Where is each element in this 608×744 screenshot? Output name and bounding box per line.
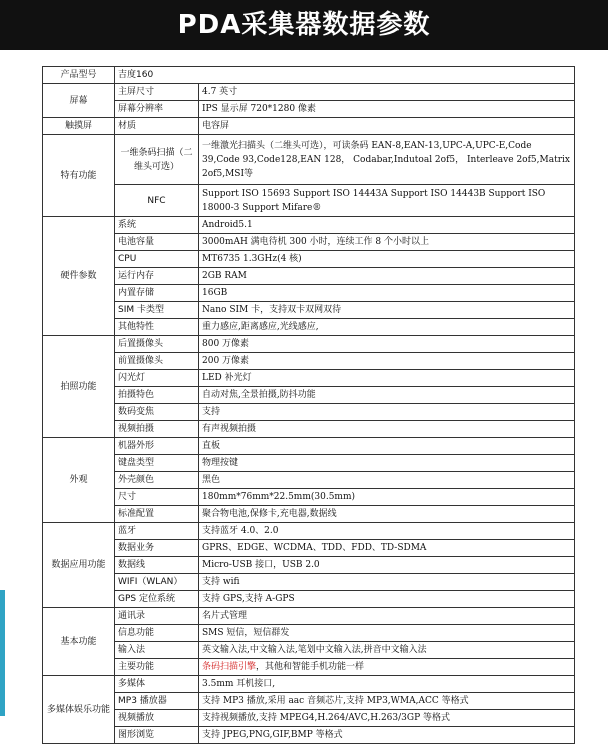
table-row (43, 676, 575, 693)
model-value: 吉度160 (115, 67, 575, 84)
spec-value: 自动对焦,全景拍摄,防抖功能 (199, 387, 575, 404)
spec-value (199, 659, 575, 676)
spec-label: 图形浏览 (115, 727, 199, 744)
table-row (43, 574, 575, 591)
category-cell: 拍照功能 (43, 336, 115, 438)
spec-label: 数据线 (115, 557, 199, 574)
table-row (43, 234, 575, 251)
spec-value: 支持 wifi (199, 574, 575, 591)
spec-value: GPRS、EDGE、WCDMA、TDD、FDD、TD-SDMA (199, 540, 575, 557)
spec-label: 蓝牙 (115, 523, 199, 540)
category-cell: 硬件参数 (43, 217, 115, 336)
spec-value: 重力感应,距离感应,光线感应, (199, 319, 575, 336)
table-row (43, 727, 575, 744)
spec-label: 拍摄特色 (115, 387, 199, 404)
spec-label: 系统 (115, 217, 199, 234)
table-row (43, 506, 575, 523)
spec-label: 前置摄像头 (115, 353, 199, 370)
table-row (43, 455, 575, 472)
table-row (43, 591, 575, 608)
category-cell: 基本功能 (43, 608, 115, 676)
spec-label: 信息功能 (115, 625, 199, 642)
category-cell: 特有功能 (43, 135, 115, 217)
spec-label: 数码变焦 (115, 404, 199, 421)
table-row (43, 472, 575, 489)
spec-value: MT6735 1.3GHz(4 核) (199, 251, 575, 268)
spec-value: 800 万像素 (199, 336, 575, 353)
spec-value: Nano SIM 卡，支持双卡双网双待 (199, 302, 575, 319)
table-row (43, 642, 575, 659)
left-accent-bar (0, 590, 5, 716)
table-row (43, 557, 575, 574)
spec-label: 尺寸 (115, 489, 199, 506)
spec-label: 数据业务 (115, 540, 199, 557)
spec-label: 闪光灯 (115, 370, 199, 387)
spec-label: 输入法 (115, 642, 199, 659)
spec-value: 名片式管理 (199, 608, 575, 625)
category-cell: 外观 (43, 438, 115, 523)
spec-value: Micro-USB 接口，USB 2.0 (199, 557, 575, 574)
spec-label: 一维条码扫描（二维头可选） (115, 135, 199, 185)
table-row (43, 302, 575, 319)
spec-value: 支持 JPEG,PNG,GIF,BMP 等格式 (199, 727, 575, 744)
table-row (43, 118, 575, 135)
table-row (43, 84, 575, 101)
spec-value-rest: ，其他和智能手机功能一样 (256, 662, 365, 672)
spec-value: 聚合物电池,保修卡,充电器,数据线 (199, 506, 575, 523)
spec-value: 电容屏 (199, 118, 575, 135)
spec-value: 黑色 (199, 472, 575, 489)
spec-label: 其他特性 (115, 319, 199, 336)
spec-value: 支持 GPS,支持 A-GPS (199, 591, 575, 608)
table-row (43, 659, 575, 676)
table-row (43, 336, 575, 353)
spec-label: 机器外形 (115, 438, 199, 455)
spec-value: IPS 显示屏 720*1280 像素 (199, 101, 575, 118)
spec-label: 键盘类型 (115, 455, 199, 472)
spec-label: 主屏尺寸 (115, 84, 199, 101)
spec-label: 运行内存 (115, 268, 199, 285)
spec-label: 材质 (115, 118, 199, 135)
spec-value: 支持蓝牙 4.0、2.0 (199, 523, 575, 540)
spec-value: 一维激光扫描头（二维头可选），可读条码 EAN-8,EAN-13,UPC-A,UPC-E,Code 39,Code 93,Code128,EAN 128， Codabar,Indutoal 2of5， Interleave 2of5,Matrix 2of5,MSI等 (199, 135, 575, 185)
table-row (43, 353, 575, 370)
table-row (43, 285, 575, 302)
spec-value: 支持 MP3 播放,采用 aac 音频芯片,支持 MP3,WMA,ACC 等格式 (199, 693, 575, 710)
spec-label: 标准配置 (115, 506, 199, 523)
spec-value: 有声视频拍摄 (199, 421, 575, 438)
spec-label: 主要功能 (115, 659, 199, 676)
spec-value: Support ISO 15693 Support ISO 14443A Support ISO 14443B Support ISO 18000-3 Support Mifare® (199, 185, 575, 217)
table-row (43, 101, 575, 118)
spec-label: MP3 播放器 (115, 693, 199, 710)
spec-label: NFC (115, 185, 199, 217)
table-row (43, 421, 575, 438)
category-cell: 触摸屏 (43, 118, 115, 135)
table-row (43, 625, 575, 642)
table-row (43, 370, 575, 387)
spec-label: GPS 定位系统 (115, 591, 199, 608)
table-row (43, 489, 575, 506)
spec-label: 内置存储 (115, 285, 199, 302)
spec-label: 外壳颜色 (115, 472, 199, 489)
spec-value: 4.7 英寸 (199, 84, 575, 101)
spec-label: 电池容量 (115, 234, 199, 251)
spec-value: 直板 (199, 438, 575, 455)
spec-table (42, 66, 575, 744)
spec-value: 支持视频播放,支持 MPEG4,H.264/AVC,H.263/3GP 等格式 (199, 710, 575, 727)
spec-label: 后置摄像头 (115, 336, 199, 353)
spec-value: 200 万像素 (199, 353, 575, 370)
spec-value: 180mm*76mm*22.5mm(30.5mm) (199, 489, 575, 506)
spec-label: 通讯录 (115, 608, 199, 625)
spec-label: 视频播放 (115, 710, 199, 727)
table-row (43, 319, 575, 336)
spec-value: Android5.1 (199, 217, 575, 234)
page-title: PDA采集器数据参数 (0, 0, 608, 50)
spec-value: 16GB (199, 285, 575, 302)
table-row (43, 540, 575, 557)
category-cell: 多媒体娱乐功能 (43, 676, 115, 744)
spec-label: CPU (115, 251, 199, 268)
category-cell: 数据应用功能 (43, 523, 115, 608)
spec-label: WIFI（WLAN） (115, 574, 199, 591)
table-row (43, 135, 575, 185)
spec-label: SIM 卡类型 (115, 302, 199, 319)
table-row (43, 710, 575, 727)
spec-table-container (42, 66, 574, 744)
table-row (43, 217, 575, 234)
table-row (43, 404, 575, 421)
table-row (43, 387, 575, 404)
spec-label: 屏幕分辨率 (115, 101, 199, 118)
spec-value: 2GB RAM (199, 268, 575, 285)
highlight-text: 条码扫描引擎 (202, 662, 257, 672)
table-row (43, 438, 575, 455)
spec-label: 多媒体 (115, 676, 199, 693)
spec-value: 英文输入法,中文输入法,笔划中文输入法,拼音中文输入法 (199, 642, 575, 659)
table-row (43, 693, 575, 710)
spec-value: 支持 (199, 404, 575, 421)
spec-value: 物理按键 (199, 455, 575, 472)
table-row (43, 251, 575, 268)
spec-label: 视频拍摄 (115, 421, 199, 438)
spec-value: 3.5mm 耳机接口, (199, 676, 575, 693)
table-row (43, 67, 575, 84)
spec-value: LED 补光灯 (199, 370, 575, 387)
table-row (43, 523, 575, 540)
spec-value: 3000mAH 满电待机 300 小时，连续工作 8 个小时以上 (199, 234, 575, 251)
table-row (43, 608, 575, 625)
category-cell: 产品型号 (43, 67, 115, 84)
spec-value: SMS 短信，短信群发 (199, 625, 575, 642)
table-row (43, 185, 575, 217)
table-row (43, 268, 575, 285)
category-cell: 屏幕 (43, 84, 115, 118)
